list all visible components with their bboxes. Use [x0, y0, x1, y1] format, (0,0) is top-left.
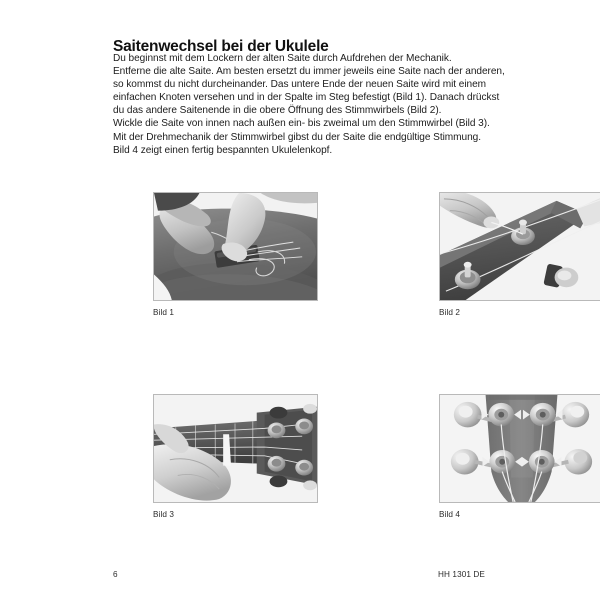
figure-row-bottom	[113, 378, 485, 535]
figure-bild-4	[439, 394, 600, 519]
body-line: Entferne die alte Saite. Am besten ersetzt du immer jeweils eine Saite nach der anderen,	[113, 66, 505, 78]
figure-bild-2	[439, 192, 600, 317]
body-line: Wickle die Saite von innen nach außen ein- bis zweimal um den Stimmwirbel (Bild 3).	[113, 118, 490, 130]
figure-row-top	[113, 176, 485, 333]
body-line: Bild 4 zeigt einen fertig bespannten Ukulelenkopf.	[113, 144, 333, 156]
figure-caption: Bild 1	[153, 308, 175, 317]
figure-caption: Bild 3	[153, 510, 175, 519]
body-line: du das andere Saitenende in die obere Öffnung des Stimmwirbels (Bild 2).	[113, 105, 442, 117]
body-line: Du beginnst mit dem Lockern der alten Saite durch Aufdrehen der Mechanik.	[113, 53, 452, 64]
photo-bild-3	[153, 394, 318, 503]
document-code: HH 1301 DE	[438, 570, 485, 579]
body-line: Mit der Drehmechanik der Stimmwirbel gibst du der Saite die endgültige Stimmung.	[113, 131, 481, 143]
photo-bild-1	[153, 192, 318, 301]
body-line: so kommst du nicht durcheinander. Das untere Ende der neuen Saite wird mit einem	[113, 79, 487, 91]
page-number: 6	[113, 570, 118, 579]
figure-grid	[113, 176, 485, 535]
figure-caption: Bild 4	[439, 510, 461, 519]
photo-bild-4	[439, 394, 600, 503]
photo-bild-2	[439, 192, 600, 301]
figure-caption: Bild 2	[439, 308, 461, 317]
body-line: einfachen Knoten versehen und in der Spalte im Steg befestigt (Bild 1). Danach drückst	[113, 92, 500, 104]
intro-paragraph	[113, 52, 505, 157]
figure-bild-3	[153, 394, 318, 519]
page-title: Saitenwechsel bei der Ukulele	[113, 38, 329, 56]
figure-bild-1	[153, 192, 318, 317]
page-footer	[113, 570, 485, 579]
